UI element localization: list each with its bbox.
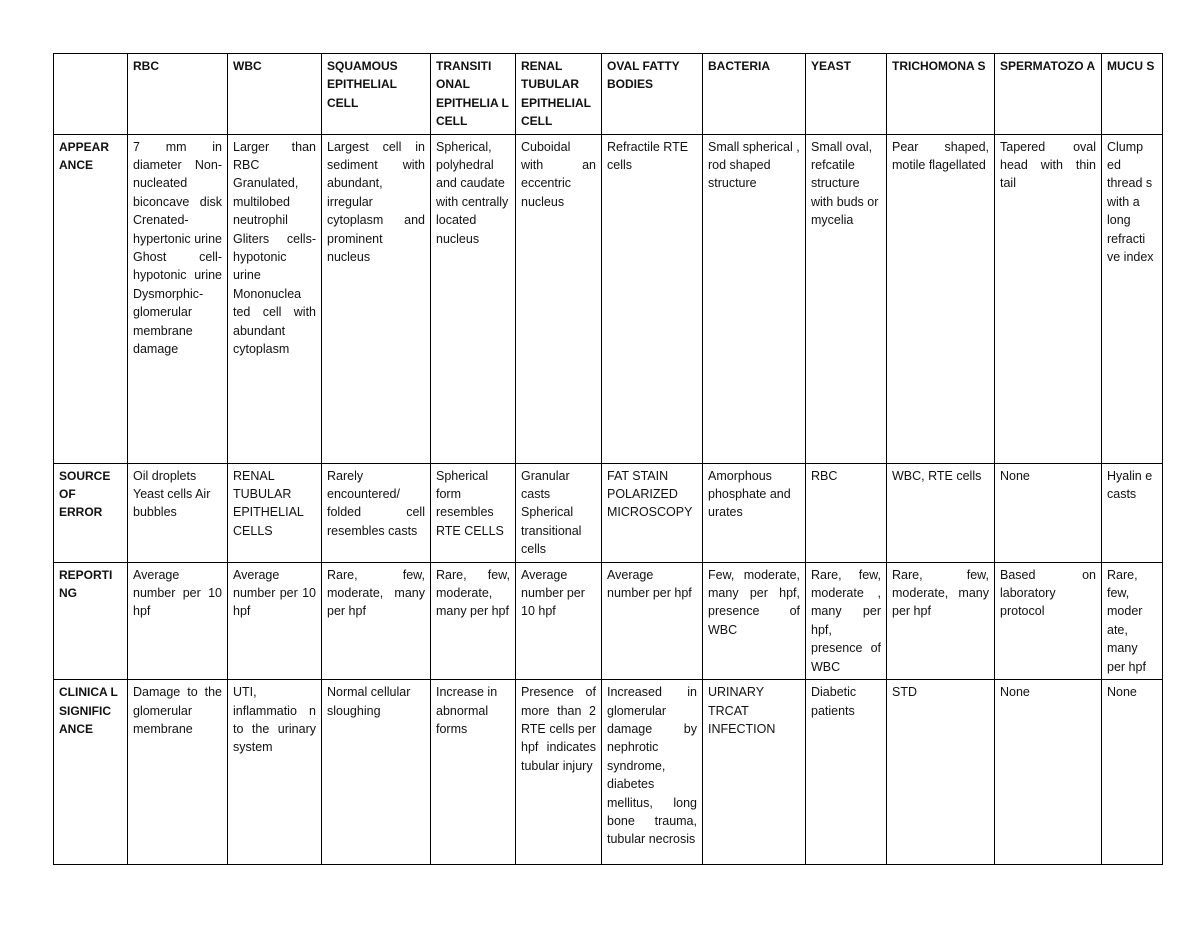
header-cell-renal-tubular: RENAL TUBULAR EPITHELIAL CELL <box>516 54 602 135</box>
table-cell: Rare, few, moder ate, many per hpf <box>1102 562 1163 679</box>
header-cell-rbc: RBC <box>128 54 228 135</box>
table-cell: Damage to the glomerular membrane <box>128 680 228 865</box>
header-row <box>54 54 1163 135</box>
table-cell: Based on laboratory protocol <box>995 562 1102 679</box>
header-cell-mucus: MUCU S <box>1102 54 1163 135</box>
table-cell: RBC <box>806 463 887 562</box>
table-cell: WBC, RTE cells <box>887 463 995 562</box>
table-cell: RENAL TUBULAR EPITHELIAL CELLS <box>228 463 322 562</box>
header-cell-oval-fatty: OVAL FATTY BODIES <box>602 54 703 135</box>
table-cell: Increased in glomerular damage by nephrotic syndrome, diabetes mellitus, long bone trauma, tubular necrosis <box>602 680 703 865</box>
row-header-reporting: REPORTI NG <box>54 562 128 679</box>
table-cell: FAT STAIN POLARIZED MICROSCOPY <box>602 463 703 562</box>
table-cell: Normal cellular sloughing <box>322 680 431 865</box>
header-cell-wbc: WBC <box>228 54 322 135</box>
table-cell: Granular casts Spherical transitional cells <box>516 463 602 562</box>
table-cell: Presence of more than 2 RTE cells per hpf indicates tubular injury <box>516 680 602 865</box>
table-cell: Diabetic patients <box>806 680 887 865</box>
row-header-source-of-error: SOURCE OF ERROR <box>54 463 128 562</box>
table-cell: Spherical, polyhedral and caudate with centrally located nucleus <box>431 134 516 463</box>
table-cell: Hyalin e casts <box>1102 463 1163 562</box>
table-cell: Few, moderate, many per hpf, presence of WBC <box>703 562 806 679</box>
table-cell: Average number per hpf <box>602 562 703 679</box>
table-cell: None <box>1102 680 1163 865</box>
table-cell: URINARY TRCAT INFECTION <box>703 680 806 865</box>
row-header-appearance: APPEAR ANCE <box>54 134 128 463</box>
table-row <box>54 134 1163 463</box>
table-cell: Oil droplets Yeast cells Air bubbles <box>128 463 228 562</box>
header-cell-corner <box>54 54 128 135</box>
table-cell: None <box>995 463 1102 562</box>
table-cell: Larger than RBC Granulated, multilobed neutrophil Gliters cells- hypotonic urine Mononuclea ted cell with abundant cytoplasm <box>228 134 322 463</box>
table-cell: Average number per 10 hpf <box>228 562 322 679</box>
table-cell: Rare, few, moderate, many per hpf <box>431 562 516 679</box>
table-cell: Rare, few, moderate, many per hpf <box>887 562 995 679</box>
header-cell-transitional: TRANSITI ONAL EPITHELIA L CELL <box>431 54 516 135</box>
row-header-clinical-significance: CLINICA L SIGNIFIC ANCE <box>54 680 128 865</box>
table-cell: Rare, few, moderate , many per hpf, presence of WBC <box>806 562 887 679</box>
table-cell: Refractile RTE cells <box>602 134 703 463</box>
urinalysis-sediment-table <box>53 53 1163 865</box>
table-cell: Rare, few, moderate, many per hpf <box>322 562 431 679</box>
header-cell-bacteria: BACTERIA <box>703 54 806 135</box>
table-cell: Cuboidal with an eccentric nucleus <box>516 134 602 463</box>
table-cell: Pear shaped, motile flagellated <box>887 134 995 463</box>
header-cell-yeast: YEAST <box>806 54 887 135</box>
header-cell-trichomonas: TRICHOMONA S <box>887 54 995 135</box>
table-row <box>54 463 1163 562</box>
table-cell: Spherical form resembles RTE CELLS <box>431 463 516 562</box>
table-cell: Largest cell in sediment with abundant, irregular cytoplasm and prominent nucleus <box>322 134 431 463</box>
header-cell-spermatozoa: SPERMATOZO A <box>995 54 1102 135</box>
table-cell: Average number per 10 hpf <box>128 562 228 679</box>
table-cell: Small spherical , rod shaped structure <box>703 134 806 463</box>
table-cell: Average number per 10 hpf <box>516 562 602 679</box>
table-row <box>54 562 1163 679</box>
header-cell-squamous: SQUAMOUS EPITHELIAL CELL <box>322 54 431 135</box>
table-cell: UTI, inflammatio n to the urinary system <box>228 680 322 865</box>
table-cell: Rarely encountered/ folded cell resembles casts <box>322 463 431 562</box>
table-cell: 7 mm in diameter Non-nucleated biconcave disk Crenated- hypertonic urine Ghost cell- hypotonic urine Dysmorphic- glomerular membrane damage <box>128 134 228 463</box>
table-cell: Increase in abnormal forms <box>431 680 516 865</box>
table-row <box>54 680 1163 865</box>
table-cell: Amorphous phosphate and urates <box>703 463 806 562</box>
table-cell: Small oval, refcatile structure with buds or mycelia <box>806 134 887 463</box>
table-cell: Clump ed thread s with a long refracti ve index <box>1102 134 1163 463</box>
table-cell: None <box>995 680 1102 865</box>
table-cell: Tapered oval head with thin tail <box>995 134 1102 463</box>
table-cell: STD <box>887 680 995 865</box>
